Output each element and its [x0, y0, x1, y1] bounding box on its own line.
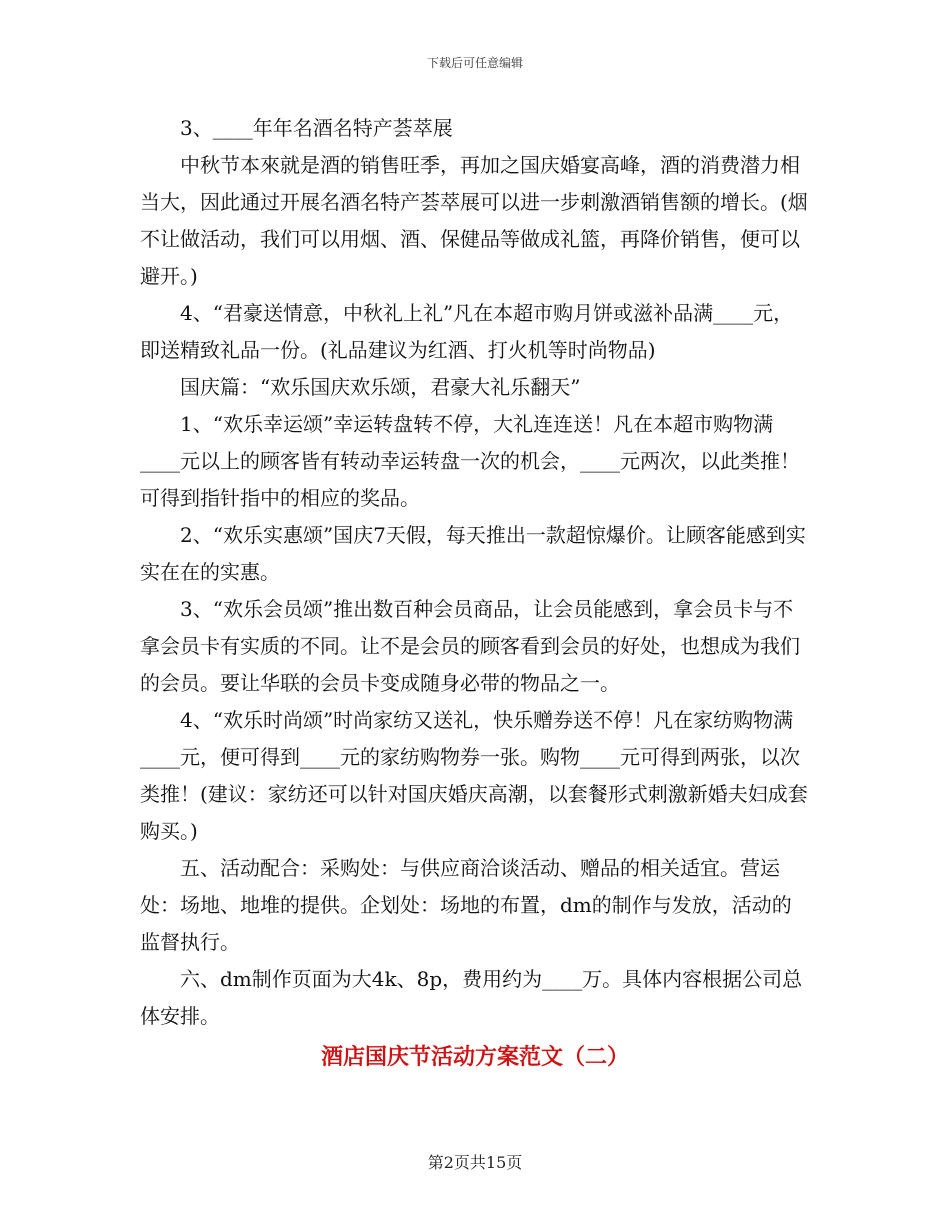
section-5-activity-coordination: 五、活动配合：采购处：与供应商洽谈活动、赠品的相关适宜。营运处：场地、地堆的提供。企划处：场地的布置，dm的制作与发放，活动的监督执行。: [140, 856, 792, 954]
page-footer: 第2页共15页: [427, 1153, 523, 1172]
document-title: 酒店国庆节活动方案范文（二）: [320, 1045, 629, 1070]
national-item-1: 1、“欢乐幸运颂”幸运转盘转不停，大礼连连送！凡在本超市购物满____元以上的顾客皆有转动幸运转盘一次的机会，____元两次，以此类推！可得到指针指中的相应的奖品。: [140, 412, 800, 510]
national-item-4: 4、“欢乐时尚颂”时尚家纺又送礼，快乐赠券送不停！凡在家纺购物满____元，便可得到____元的家纺购物券一张。购物____元可得到两张，以次类推！(建议：家纺还可以针对国庆婚庆高潮，以套餐形式刺激新婚夫妇成套购买。): [140, 708, 808, 843]
national-item-3: 3、“欢乐会员颂”推出数百种会员商品，让会员能感到，拿会员卡与不拿会员卡有实质的不同。让不是会员的顾客看到会员的好处，也想成为我们的会员。要让华联的会员卡变成随身必带的物品之一。: [140, 597, 800, 695]
national-item-2: 2、“欢乐实惠颂”国庆7天假，每天推出一款超惊爆价。让顾客能感到实实在在的实惠。: [140, 523, 806, 584]
item-3-heading: 3、____年年名酒名特产荟萃展: [180, 116, 453, 140]
item-4-paragraph: 4、“君豪送情意，中秋礼上礼”凡在本超市购月饼或滋补品满____元，即送精致礼品一份。(礼品建议为红酒、打火机等时尚物品): [140, 301, 794, 362]
national-day-heading: 国庆篇：“欢乐国庆欢乐颂，君豪大礼乐翻天”: [180, 375, 581, 399]
section-6-dm-production: 六、dm制作页面为大4k、8p，费用约为____万。具体内容根据公司总体安排。: [140, 967, 803, 1028]
paragraph-mid-autumn-wine: 中秋节本來就是酒的销售旺季，再加之国庆婚宴高峰，酒的消费潜力相当大，因此通过开展名酒名特产荟萃展可以进一步刺激酒销售额的增长。(烟不让做活动，我们可以用烟、酒、保健品等做成礼篮，再降价销售，便可以避开。): [140, 153, 808, 288]
document-body: [140, 110, 810, 1035]
page-header: 下载后可任意编辑: [426, 56, 523, 70]
